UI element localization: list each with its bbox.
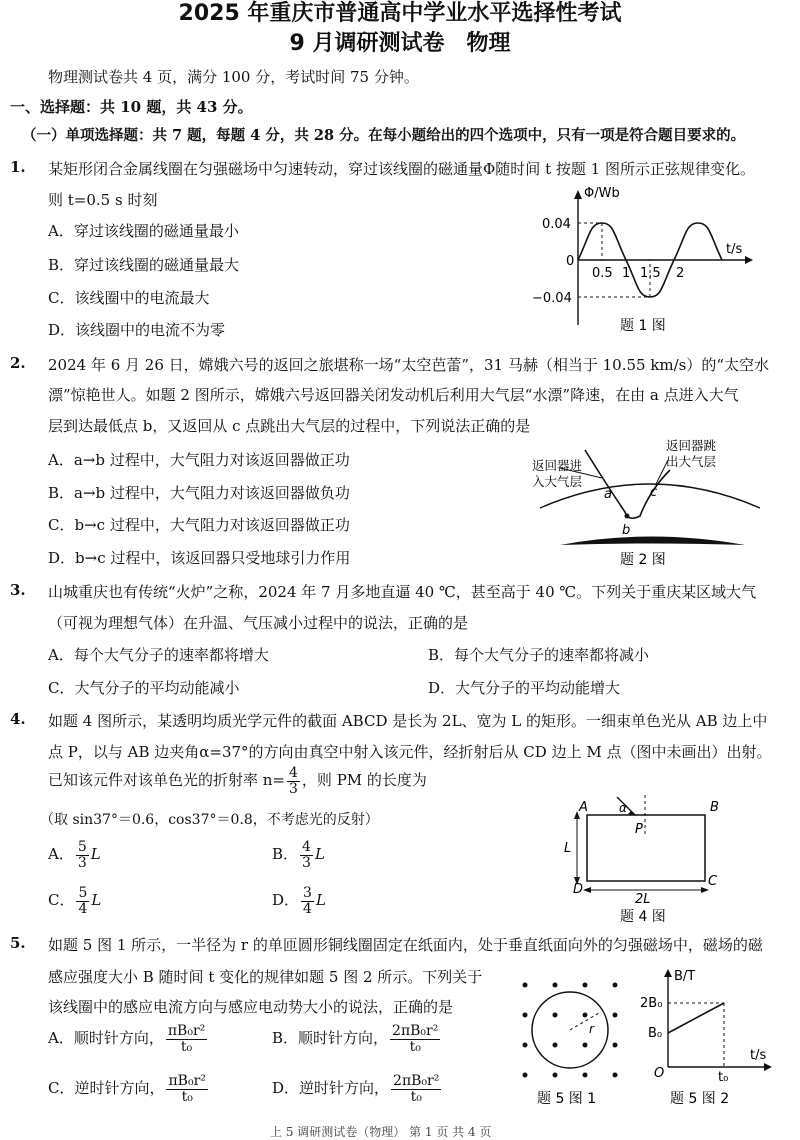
q4-option-d[interactable] [272,886,326,916]
q5-figure1-caption: 题 5 图 1 [537,1091,597,1107]
q4-stem-line3-post: ，则 PM 的长度为 [301,771,427,790]
q2-label-exit-1: 返回器跳 [666,438,717,453]
q1-graph-xtick-0-5: 0.5 [592,266,613,281]
q2-option-b[interactable]: B．a→b 过程中，大气阻力对该返回器做负功 [48,484,350,502]
q1-graph-xtick-1: 1 [622,266,631,281]
q4-n-denominator: 3 [289,780,298,797]
q1-option-c[interactable]: C．该线圈中的电流最大 [48,289,210,307]
q2-reentry-diagram [520,430,780,570]
q4-rectangle-diagram [565,795,735,925]
q1-graph-xtick-1-5: 1.5 [640,266,661,281]
q4-refractive-index [287,766,300,796]
q1-graph-xtick-2: 2 [676,266,685,281]
q5-option-a-den: t₀ [180,1038,193,1055]
q2-label-exit-2: 出大气层 [666,454,717,469]
q4-option-c-frac [76,886,89,916]
q4-stem-line1: 如题 4 图所示，某透明均质光学元件的截面 ABCD 是长为 2L、宽为 L 的矩形。一细束单色光从 AB 边上中 [48,712,768,730]
q5-option-d[interactable] [272,1074,443,1104]
q2-point-b: b [622,523,631,538]
q5-option-c-den: t₀ [181,1088,193,1105]
q4-angle-alpha: α [619,801,627,815]
q5-option-b[interactable] [272,1024,442,1054]
q4-option-a-frac [76,840,89,870]
q4-option-d-frac [301,886,314,916]
q1-graph-ylabel: Φ/Wb [584,186,620,201]
q4-number: 4. [10,710,26,728]
q2-stem-line1: 2024 年 6 月 26 日，嫦娥六号的返回之旅堪称一场“太空芭蕾”，31 马赫（相当于 10.55 km/s）的“太空水 [48,356,770,374]
q4-side-l: L [564,841,572,856]
q4-figure-caption: 题 4 图 [620,909,666,925]
q1-option-a[interactable]: A．穿过该线圈的磁通量最小 [48,222,239,240]
q2-point-a: a [604,487,612,502]
q5-option-b-frac [390,1024,440,1054]
q4-option-d-label: D． [272,891,300,910]
q2-stem-line3: 层到达最低点 b，又返回从 c 点跳出大气层的过程中，下列说法正确的是 [48,417,531,435]
q2-label-enter-1: 返回器进 [532,458,583,473]
q3-stem-line1: 山城重庆也有传统“火炉”之称，2024 年 7 月多地直逼 40 ℃，甚至高于 40 ℃。下列关于重庆某区域大气 [48,583,757,601]
q5-graph-tick-t0: t₀ [718,1070,729,1085]
q4-option-a[interactable] [48,840,101,870]
q2-option-a[interactable]: A．a→b 过程中，大气阻力对该返回器做正功 [48,451,350,469]
q1-graph-ytick-pos: 0.04 [542,217,571,232]
page-title-line1: 2025 年重庆市普通高中学业水平选择性考试 [178,1,622,26]
q4-stem-line3-pre: 已知该元件对该单色光的折射率 n= [48,771,285,790]
q1-figure-caption: 题 1 图 [620,318,666,334]
q1-graph-origin: 0 [566,254,575,269]
q5-option-b-num: 2πB₀r² [392,1023,439,1039]
q5-option-a-num: πB₀r² [167,1023,206,1039]
q5-graph-tick-2b0: 2B₀ [640,996,663,1011]
q4-side-2l: 2L [635,892,651,907]
q4-stem-line2: 点 P，以与 AB 边夹角α=37°的方向由真空中射入该元件，经折射后从 CD 边上 M 点（图中未画出）出射。 [48,743,772,761]
q1-flux-graph [530,185,770,345]
q5-field-graph [640,965,780,1110]
q2-stem-line2: 漂”惊艳世人。如题 2 图所示，嫦娥六号返回器关闭发动机后利用大气层“水漂”降速，在由 a 点进入大气 [48,386,739,404]
q4-option-b-frac [300,840,313,870]
q2-number: 2. [10,354,26,372]
q3-stem-line2: （可视为理想气体）在升温、气压减小过程中的说法，正确的是 [48,614,469,632]
q5-stem-line1: 如题 5 图 1 所示，一半径为 r 的单匝圆形铜线圈固定在纸面内，处于垂直纸面向外的匀强磁场中，磁场的磁 [48,936,763,954]
page-title-line2: 9 月调研测试卷 物理 [289,31,511,56]
q4-option-b-num: 4 [302,839,311,855]
exam-intro: 物理测试卷共 4 页，满分 100 分，考试时间 75 分钟。 [48,68,419,86]
q5-option-d-den: t₀ [410,1088,422,1105]
q5-option-c[interactable] [48,1074,210,1104]
q5-stem-line2: 感应强度大小 B 随时间 t 变化的规律如题 5 图 2 所示。下列关于 [48,968,483,986]
q4-option-c[interactable] [48,886,101,916]
q1-graph-xlabel: t/s [726,242,743,257]
q5-option-c-frac [166,1074,207,1104]
q5-option-d-label: D．逆时针方向， [272,1079,390,1098]
q2-label-enter-2: 入大气层 [532,474,583,489]
q4-option-a-unit: L [90,845,101,864]
q5-option-c-num: πB₀r² [168,1073,206,1089]
q3-option-a[interactable]: A．每个大气分子的速率都将增大 [48,646,269,664]
q4-stem-line3 [48,766,427,796]
q5-option-c-label: C．逆时针方向， [48,1079,165,1098]
q1-stem-line2: 则 t=0.5 s 时刻 [48,191,158,209]
q5-option-b-den: t₀ [409,1038,421,1055]
q5-coil-diagram [515,975,625,1110]
q4-option-b-label: B． [272,845,299,864]
q5-radius-label: r [589,1022,594,1036]
q1-graph-ytick-neg: −0.04 [532,291,572,306]
q4-option-b-den: 3 [302,854,311,871]
q5-option-a-label: A．顺时针方向， [48,1029,164,1048]
q1-option-d[interactable]: D．该线圈中的电流不为零 [48,321,226,339]
q5-stem-line3: 该线圈中的感应电流方向与感应电动势大小的说法，正确的是 [48,998,454,1016]
q4-option-a-den: 3 [77,854,87,871]
q5-number: 5. [10,934,26,952]
q1-stem-line1: 某矩形闭合金属线圈在匀强磁场中匀速转动，穿过该线圈的磁通量Φ随时间 t 按题 1 图所示正弦规律变化。 [48,160,755,178]
q5-option-b-label: B．顺时针方向， [272,1029,389,1048]
q2-option-c[interactable]: C．b→c 过程中，大气阻力对该返回器做正功 [48,516,350,534]
q4-n-numerator: 4 [289,765,298,781]
q5-graph-tick-b0: B₀ [648,1026,663,1041]
q5-option-d-frac [391,1074,441,1104]
q4-vertex-a: A [579,800,588,815]
q4-stem-line4: （取 sin37°＝0.6，cos37°＝0.8，不考虑光的反射） [40,812,379,828]
q4-option-a-num: 5 [77,839,87,855]
q2-option-d[interactable]: D．b→c 过程中，该返回器只受地球引力作用 [48,549,351,567]
q1-number: 1. [10,158,26,176]
q3-option-c[interactable]: C．大气分子的平均动能减小 [48,679,240,697]
q5-option-d-num: 2πB₀r² [393,1073,440,1089]
q5-graph-ylabel: B/T [674,969,696,984]
section-heading: 一、选择题：共 10 题，共 43 分。 [10,98,253,116]
q4-option-d-num: 3 [303,885,312,901]
q3-option-d[interactable]: D．大气分子的平均动能增大 [428,679,621,697]
q4-option-c-label: C． [48,891,75,910]
q5-graph-xlabel: t/s [750,1048,767,1063]
q3-option-b[interactable]: B．每个大气分子的速率都将减小 [428,646,650,664]
q5-option-a-frac [166,1024,207,1054]
q5-option-a[interactable] [48,1024,209,1054]
q2-point-c: c [650,485,658,500]
q4-option-a-label: A． [48,845,74,864]
q4-vertex-b: B [710,800,719,815]
section-subheading: （一）单项选择题：共 7 题，每题 4 分，共 28 分。在每小题给出的四个选项中，只有一项是符合题目要求的。 [22,127,746,144]
q2-figure-caption: 题 2 图 [620,552,666,568]
q4-vertex-d: D [573,882,584,897]
q4-option-c-unit: L [91,891,102,910]
q4-option-c-num: 5 [78,885,88,901]
q4-option-d-den: 4 [303,900,312,917]
q4-option-d-unit: L [315,891,326,910]
q4-option-b-unit: L [314,845,325,864]
q4-vertex-c: C [708,874,718,889]
q4-option-b[interactable] [272,840,325,870]
page-footer: 上 5 调研测试卷（物理） 第 1 页 共 4 页 [270,1125,492,1139]
q5-figure2-caption: 题 5 图 2 [670,1091,730,1107]
q5-graph-origin: O [654,1066,665,1081]
q4-point-p: P [635,822,643,837]
q3-number: 3. [10,581,26,599]
q1-option-b[interactable]: B．穿过该线圈的磁通量最大 [48,256,240,274]
q4-option-c-den: 4 [78,900,88,917]
